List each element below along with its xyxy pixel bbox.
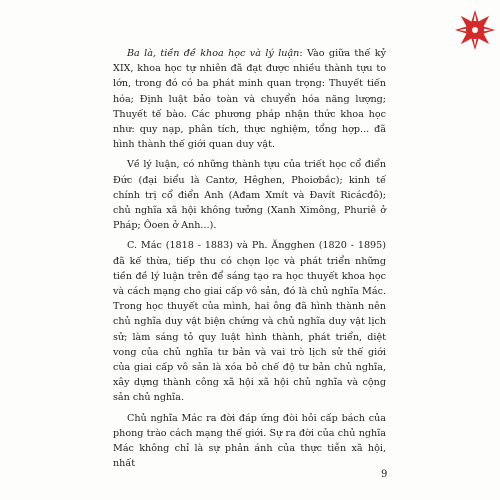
paragraph-1-text: : Vào giữa thế kỷ XIX, khoa học tự nhiên đã đạt được nhiều thành tựu to lớn, trong đó có ba phát minh quan trọng: Thuyết tiến hóa; Định luật bảo toàn và chuyển hóa năng lượng; Thuyết tế bào. Các phương pháp nhận thức khoa học như: quy nạp, phân tích, thực nghiệm, tổng hợp... đã hình thành thế giới quan duy vật.: [113, 48, 386, 151]
body-text: [113, 46, 386, 476]
paragraph-2: Về lý luận, có những thành tựu của triết học cổ điển Đức (đại biểu là Cantơ, Hêghen, Phoiơbắc); kinh tế chính trị cổ điển Anh (Ađam Xmít và Đavít Ricácđô); chủ nghĩa xã hội không tưởng (Xanh Ximông, Phuriê ở Pháp; Ôoen ở Anh...).: [113, 159, 386, 232]
paragraph-3: C. Mác (1818 - 1883) và Ph. Ăngghen (1820 - 1895) đã kế thừa, tiếp thu có chọn lọc và phát triển những tiền đề lý luận trên để sáng tạo ra học thuyết khoa học và cách mạng cho giai cấp vô sản, đó là chủ nghĩa Mác. Trong học thuyết của mình, hai ông đã hình thành nên chủ nghĩa duy vật biện chứng và chủ nghĩa duy vật lịch sử; làm sáng tỏ quy luật hình thành, phát triển, diệt vong của chủ nghĩa tư bản và vai trò lịch sử thế giới của giai cấp vô sản là xóa bỏ chế độ tư bản chủ nghĩa, xây dựng thành công xã hội xã hội chủ nghĩa và cộng sản chủ nghĩa.: [113, 240, 386, 404]
paragraph-1-lead: Ba là, tiền đề khoa học và lý luận: [127, 48, 300, 59]
red-flower-star-ornament-icon: [453, 8, 497, 52]
page-number: 9: [381, 469, 388, 480]
paragraph-1: [113, 46, 386, 152]
paragraph-4: Chủ nghĩa Mác ra đời đáp ứng đòi hỏi cấp bách của phong trào cách mạng thế giới. Sự ra đời của chủ nghĩa Mác không chỉ là sự phản ánh của thực tiễn xã hội, nhất: [113, 412, 386, 470]
